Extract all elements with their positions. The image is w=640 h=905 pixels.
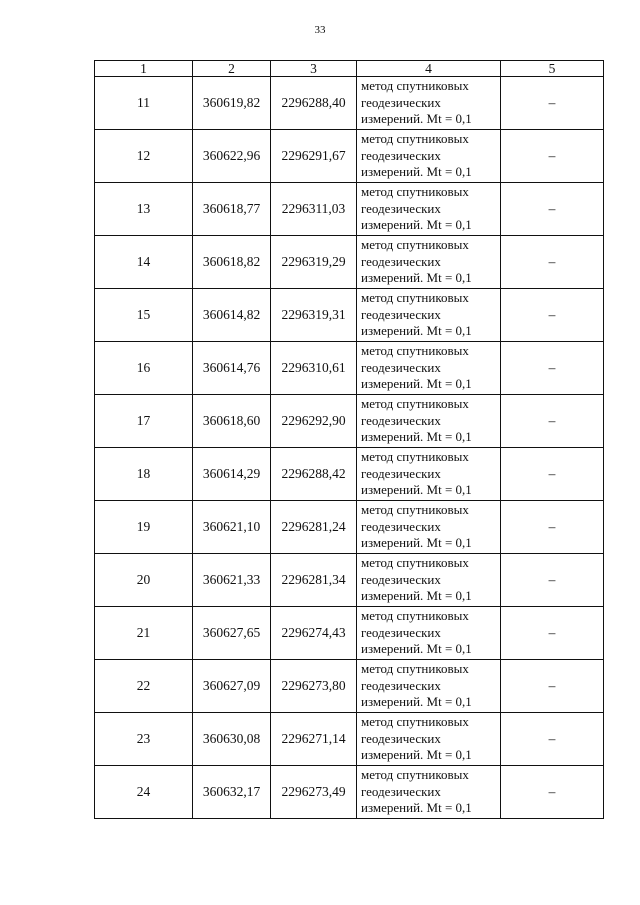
table-header-row [95,61,604,77]
method-line: геодезических [361,571,441,587]
method-cell [357,77,501,130]
y-coordinate-cell: 2296310,61 [271,342,357,395]
point-number-cell: 13 [95,183,193,236]
method-line: измерений. Mt = 0,1 [361,800,472,816]
method-line: измерений. Mt = 0,1 [361,694,472,710]
method-line: геодезических [361,412,441,428]
y-coordinate-cell: 2296288,42 [271,448,357,501]
method-line: измерений. Mt = 0,1 [361,376,472,392]
point-number-cell: 23 [95,713,193,766]
method-cell [357,395,501,448]
table-row [95,236,604,289]
method-line: метод спутниковых [361,343,469,359]
point-number-cell: 14 [95,236,193,289]
y-coordinate-cell: 2296311,03 [271,183,357,236]
method-line: геодезических [361,359,441,375]
point-number-cell: 12 [95,130,193,183]
column-header-2: 2 [193,61,271,77]
method-line: метод спутниковых [361,290,469,306]
method-cell [357,183,501,236]
table-row [95,713,604,766]
method-cell [357,448,501,501]
y-coordinate-cell: 2296281,34 [271,554,357,607]
method-line: геодезических [361,147,441,163]
note-cell: – [501,660,604,713]
method-line: метод спутниковых [361,131,469,147]
method-line: метод спутниковых [361,184,469,200]
method-line: геодезических [361,783,441,799]
note-cell: – [501,130,604,183]
note-cell: – [501,183,604,236]
x-coordinate-cell: 360630,08 [193,713,271,766]
note-cell: – [501,289,604,342]
table-row [95,342,604,395]
x-coordinate-cell: 360627,65 [193,607,271,660]
note-cell: – [501,448,604,501]
point-number-cell: 15 [95,289,193,342]
y-coordinate-cell: 2296292,90 [271,395,357,448]
note-cell: – [501,395,604,448]
coordinates-table [94,60,604,819]
point-number-cell: 16 [95,342,193,395]
x-coordinate-cell: 360632,17 [193,766,271,819]
x-coordinate-cell: 360618,77 [193,183,271,236]
method-line: метод спутниковых [361,608,469,624]
y-coordinate-cell: 2296273,49 [271,766,357,819]
note-cell: – [501,236,604,289]
x-coordinate-cell: 360619,82 [193,77,271,130]
x-coordinate-cell: 360618,82 [193,236,271,289]
table-row [95,766,604,819]
y-coordinate-cell: 2296319,31 [271,289,357,342]
method-line: измерений. Mt = 0,1 [361,270,472,286]
y-coordinate-cell: 2296271,14 [271,713,357,766]
point-number-cell: 20 [95,554,193,607]
method-line: геодезических [361,200,441,216]
point-number-cell: 18 [95,448,193,501]
method-line: измерений. Mt = 0,1 [361,747,472,763]
note-cell: – [501,342,604,395]
note-cell: – [501,607,604,660]
method-line: измерений. Mt = 0,1 [361,111,472,127]
x-coordinate-cell: 360614,76 [193,342,271,395]
method-line: метод спутниковых [361,78,469,94]
method-line: геодезических [361,730,441,746]
table-row [95,660,604,713]
x-coordinate-cell: 360622,96 [193,130,271,183]
method-cell [357,766,501,819]
method-line: геодезических [361,253,441,269]
y-coordinate-cell: 2296281,24 [271,501,357,554]
point-number-cell: 19 [95,501,193,554]
method-line: метод спутниковых [361,714,469,730]
column-header-5: 5 [501,61,604,77]
method-line: измерений. Mt = 0,1 [361,164,472,180]
table-row [95,554,604,607]
y-coordinate-cell: 2296291,67 [271,130,357,183]
y-coordinate-cell: 2296319,29 [271,236,357,289]
method-line: метод спутниковых [361,396,469,412]
method-line: метод спутниковых [361,502,469,518]
method-line: геодезических [361,94,441,110]
method-cell [357,342,501,395]
note-cell: – [501,713,604,766]
column-header-4: 4 [357,61,501,77]
method-line: геодезических [361,624,441,640]
table-row [95,395,604,448]
point-number-cell: 22 [95,660,193,713]
method-line: метод спутниковых [361,767,469,783]
x-coordinate-cell: 360621,10 [193,501,271,554]
method-cell [357,660,501,713]
method-line: измерений. Mt = 0,1 [361,217,472,233]
note-cell: – [501,501,604,554]
method-line: геодезических [361,306,441,322]
note-cell: – [501,77,604,130]
x-coordinate-cell: 360614,82 [193,289,271,342]
point-number-cell: 17 [95,395,193,448]
note-cell: – [501,766,604,819]
table-row [95,448,604,501]
table-row [95,77,604,130]
method-line: измерений. Mt = 0,1 [361,429,472,445]
method-cell [357,236,501,289]
table-row [95,130,604,183]
method-line: метод спутниковых [361,237,469,253]
x-coordinate-cell: 360621,33 [193,554,271,607]
method-line: измерений. Mt = 0,1 [361,641,472,657]
method-line: геодезических [361,677,441,693]
point-number-cell: 21 [95,607,193,660]
method-cell [357,130,501,183]
table-row [95,607,604,660]
point-number-cell: 11 [95,77,193,130]
y-coordinate-cell: 2296274,43 [271,607,357,660]
y-coordinate-cell: 2296273,80 [271,660,357,713]
y-coordinate-cell: 2296288,40 [271,77,357,130]
x-coordinate-cell: 360618,60 [193,395,271,448]
page-number: 33 [314,24,326,36]
table-row [95,183,604,236]
method-line: геодезических [361,518,441,534]
x-coordinate-cell: 360627,09 [193,660,271,713]
column-header-1: 1 [95,61,193,77]
method-cell [357,289,501,342]
method-line: геодезических [361,465,441,481]
note-cell: – [501,554,604,607]
method-cell [357,713,501,766]
method-cell [357,607,501,660]
method-line: измерений. Mt = 0,1 [361,323,472,339]
method-line: метод спутниковых [361,661,469,677]
column-header-3: 3 [271,61,357,77]
point-number-cell: 24 [95,766,193,819]
method-line: метод спутниковых [361,449,469,465]
x-coordinate-cell: 360614,29 [193,448,271,501]
method-line: метод спутниковых [361,555,469,571]
method-cell [357,554,501,607]
method-line: измерений. Mt = 0,1 [361,535,472,551]
method-cell [357,501,501,554]
method-line: измерений. Mt = 0,1 [361,588,472,604]
table-row [95,289,604,342]
table-row [95,501,604,554]
method-line: измерений. Mt = 0,1 [361,482,472,498]
